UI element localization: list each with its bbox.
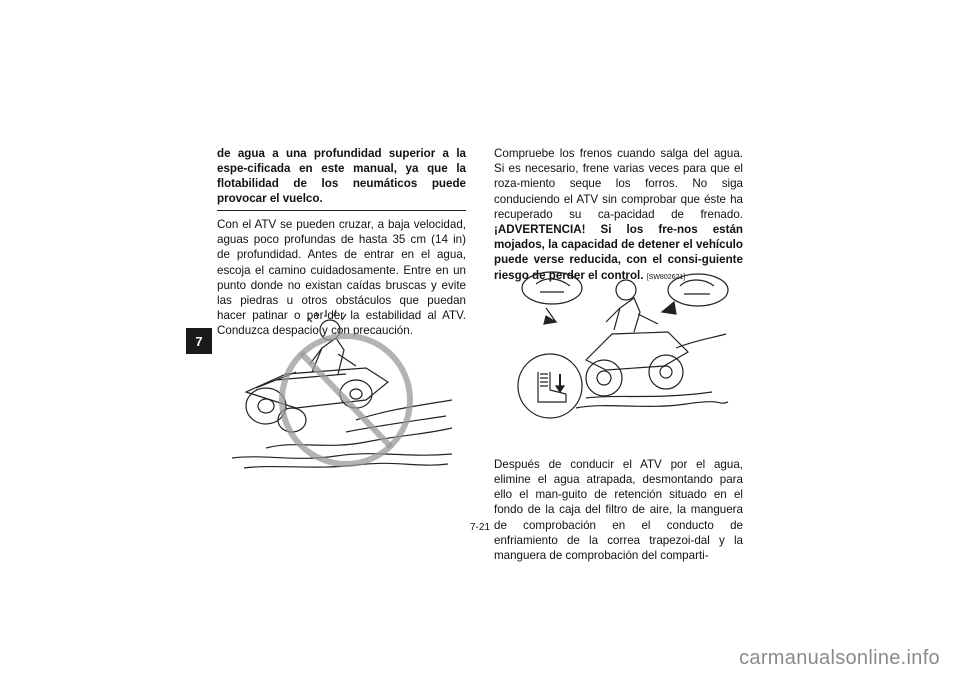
wet-brakes-warning: ¡ADVERTENCIA! Si los fre-nos están mojados, la capacidad de detener el vehículo puede verse reducida, con el consi-guiente riesgo de perder el control. [494,223,743,282]
brake-check-paragraph [494,146,743,285]
drain-water-paragraph: Después de conducir el ATV por el agua, elimine el agua atrapada, desmontando para ello el man-guito de retención situado en el fondo de la caja del filtro de aire, la manguera de comprobación en el conducto de enfriamiento de la correa trapezoi-dal y la manguera de comprobación del comparti- [494,457,743,563]
watermark: carmanualsonline.info [739,647,940,669]
page-number: 7-21 [469,522,490,533]
warning-code: [SW802621] [646,273,686,281]
deep-water-prohibited-illustration [226,308,458,474]
brake-check-text: Compruebe los frenos cuando salga del agua. Si es necesario, frene varias veces para que el roza-miento seque los forros. No siga conduciendo el ATV sin comprobar que éste ha recuperado su ca-pacidad de frenado. [494,147,743,221]
chapter-tab: 7 [186,328,212,354]
warning-end-rule [217,210,466,211]
warning-continuation: de agua a una profundidad superior a la espe-cificada en este manual, ya que la flotabilidad de los neumáticos puede provocar el vuelco. [217,147,466,205]
brake-check-illustration [516,268,730,422]
water-crossing-paragraph: Con el ATV se pueden cruzar, a baja velocidad, aguas poco profundas de hasta 35 cm (14 in) de profundidad. Antes de entrar en el agua, escoja el camino cuidadosamente. Entre en un punto donde no existan caídas bruscas y evite las piedras u otros obstáculos que puedan hacer patinar o per-der la estabilidad al ATV. Conduzca despacio y con precaución. [217,218,466,338]
